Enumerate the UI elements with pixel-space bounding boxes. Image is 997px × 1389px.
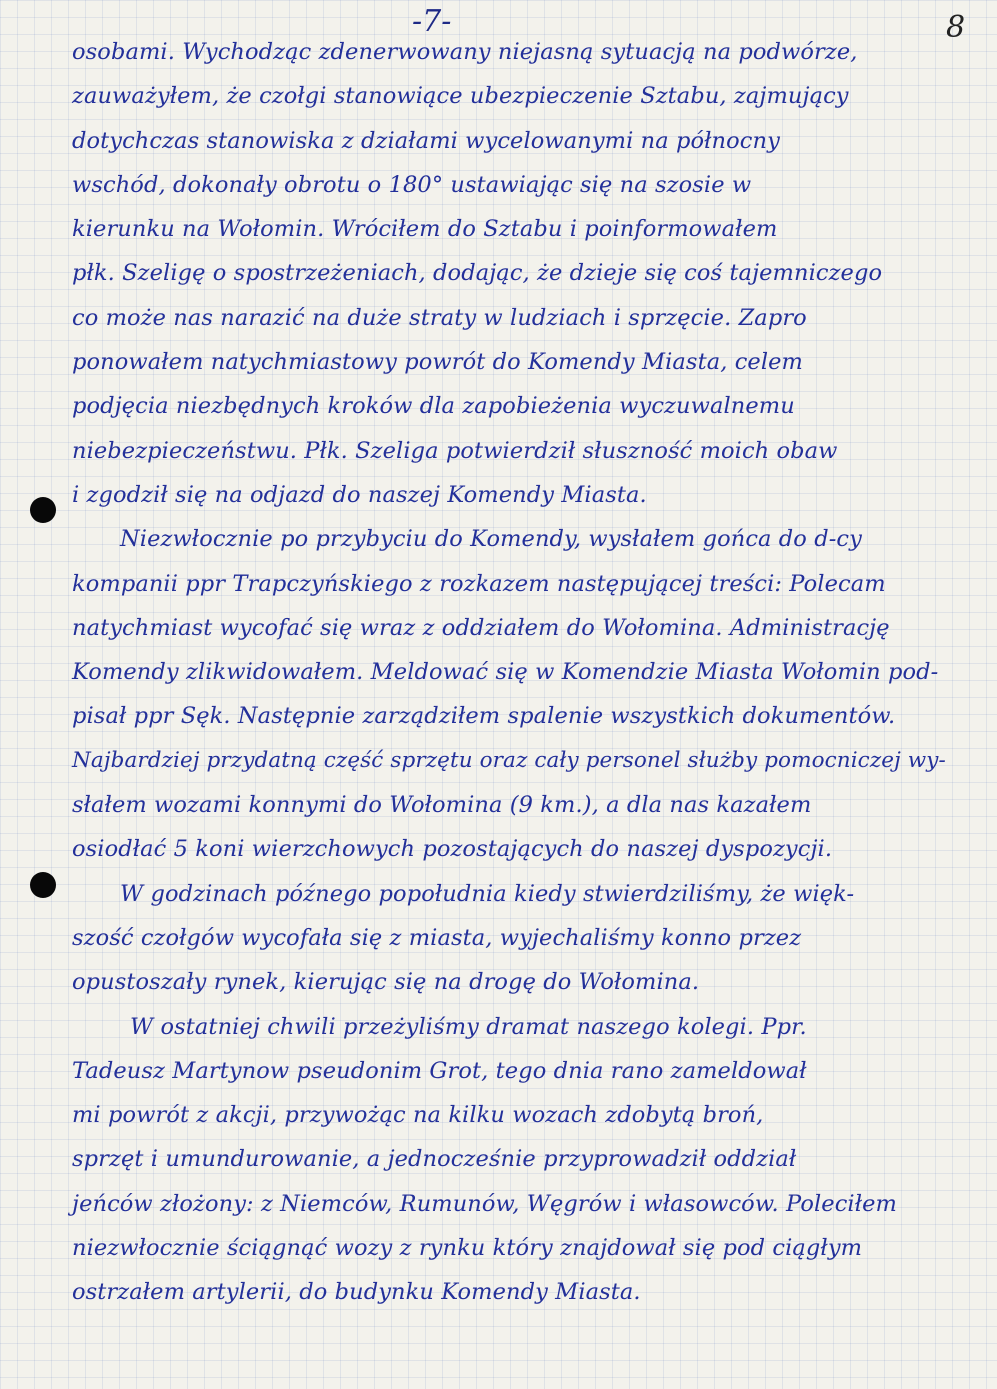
text-line: W ostatniej chwili przeżyliśmy dramat naszego kolegi. Ppr. (130, 1013, 807, 1040)
text-line: płk. Szeligę o spostrzeżeniach, dodając, że dzieje się coś tajemniczego (72, 260, 883, 287)
text-line: i zgodził się na odjazd do naszej Komendy Miasta. (72, 481, 647, 508)
punch-hole (30, 872, 56, 898)
page-number: -7- (412, 4, 452, 39)
text-line: niezwłocznie ściągnąć wozy z rynku który znajdował się pod ciągłym (72, 1235, 863, 1262)
text-line: kompanii ppr Trapczyńskiego z rozkazem następującej treści: Polecam (72, 570, 886, 597)
text-line: szość czołgów wycofała się z miasta, wyjechaliśmy konno przez (72, 924, 802, 951)
text-line: dotychczas stanowiska z działami wycelowanymi na północny (72, 127, 780, 154)
text-line: zauważyłem, że czołgi stanowiące ubezpieczenie Sztabu, zajmujący (72, 83, 849, 110)
text-line: wschód, dokonały obrotu o 180° ustawiając się na szosie w (72, 171, 752, 198)
handwritten-text (72, 30, 952, 1315)
punch-hole (30, 497, 56, 523)
sheet-number: 8 (946, 10, 966, 45)
text-line: ponowałem natychmiastowy powrót do Komendy Miasta, celem (72, 349, 803, 376)
text-line: jeńców złożony: z Niemców, Rumunów, Węgrów i własowców. Poleciłem (72, 1190, 897, 1217)
text-line: co może nas narazić na duże straty w ludziach i sprzęcie. Zapro (72, 304, 807, 331)
text-line: ostrzałem artylerii, do budynku Komendy Miasta. (72, 1279, 641, 1306)
text-line: natychmiast wycofać się wraz z oddziałem do Wołomina. Administrację (72, 614, 890, 641)
text-line: słałem wozami konnymi do Wołomina (9 km.), a dla nas kazałem (72, 792, 812, 819)
text-line: Komendy zlikwidowałem. Meldować się w Komendzie Miasta Wołomin pod- (72, 659, 939, 686)
text-line: mi powrót z akcji, przywożąc na kilku wozach zdobytą broń, (72, 1102, 764, 1129)
text-line: kierunku na Wołomin. Wróciłem do Sztabu i poinformowałem (72, 216, 778, 243)
text-line: sprzęt i umundurowanie, a jednocześnie przyprowadził oddział (72, 1146, 797, 1173)
text-line: osobami. Wychodząc zdenerwowany niejasną sytuacją na podwórze, (72, 39, 858, 65)
text-line: pisał ppr Sęk. Następnie zarządziłem spalenie wszystkich dokumentów. (72, 703, 896, 730)
text-line: podjęcia niezbędnych kroków dla zapobieżenia wyczuwalnemu (72, 393, 795, 420)
text-line: Niezwłocznie po przybyciu do Komendy, wysłałem gońca do d-cy (120, 526, 862, 553)
text-line: Tadeusz Martynow pseudonim Grot, tego dnia rano zameldował (72, 1057, 807, 1084)
text-line: opustoszały rynek, kierując się na drogę do Wołomina. (72, 969, 700, 996)
text-line: osiodłać 5 koni wierzchowych pozostających do naszej dyspozycji. (72, 836, 833, 863)
text-line: W godzinach późnego popołudnia kiedy stwierdziliśmy, że więk- (120, 880, 855, 907)
text-line: niebezpieczeństwu. Płk. Szeliga potwierdził słuszność moich obaw (72, 437, 838, 464)
text-line: Najbardziej przydatną część sprzętu oraz cały personel służby pomocniczej wy- (72, 747, 946, 773)
